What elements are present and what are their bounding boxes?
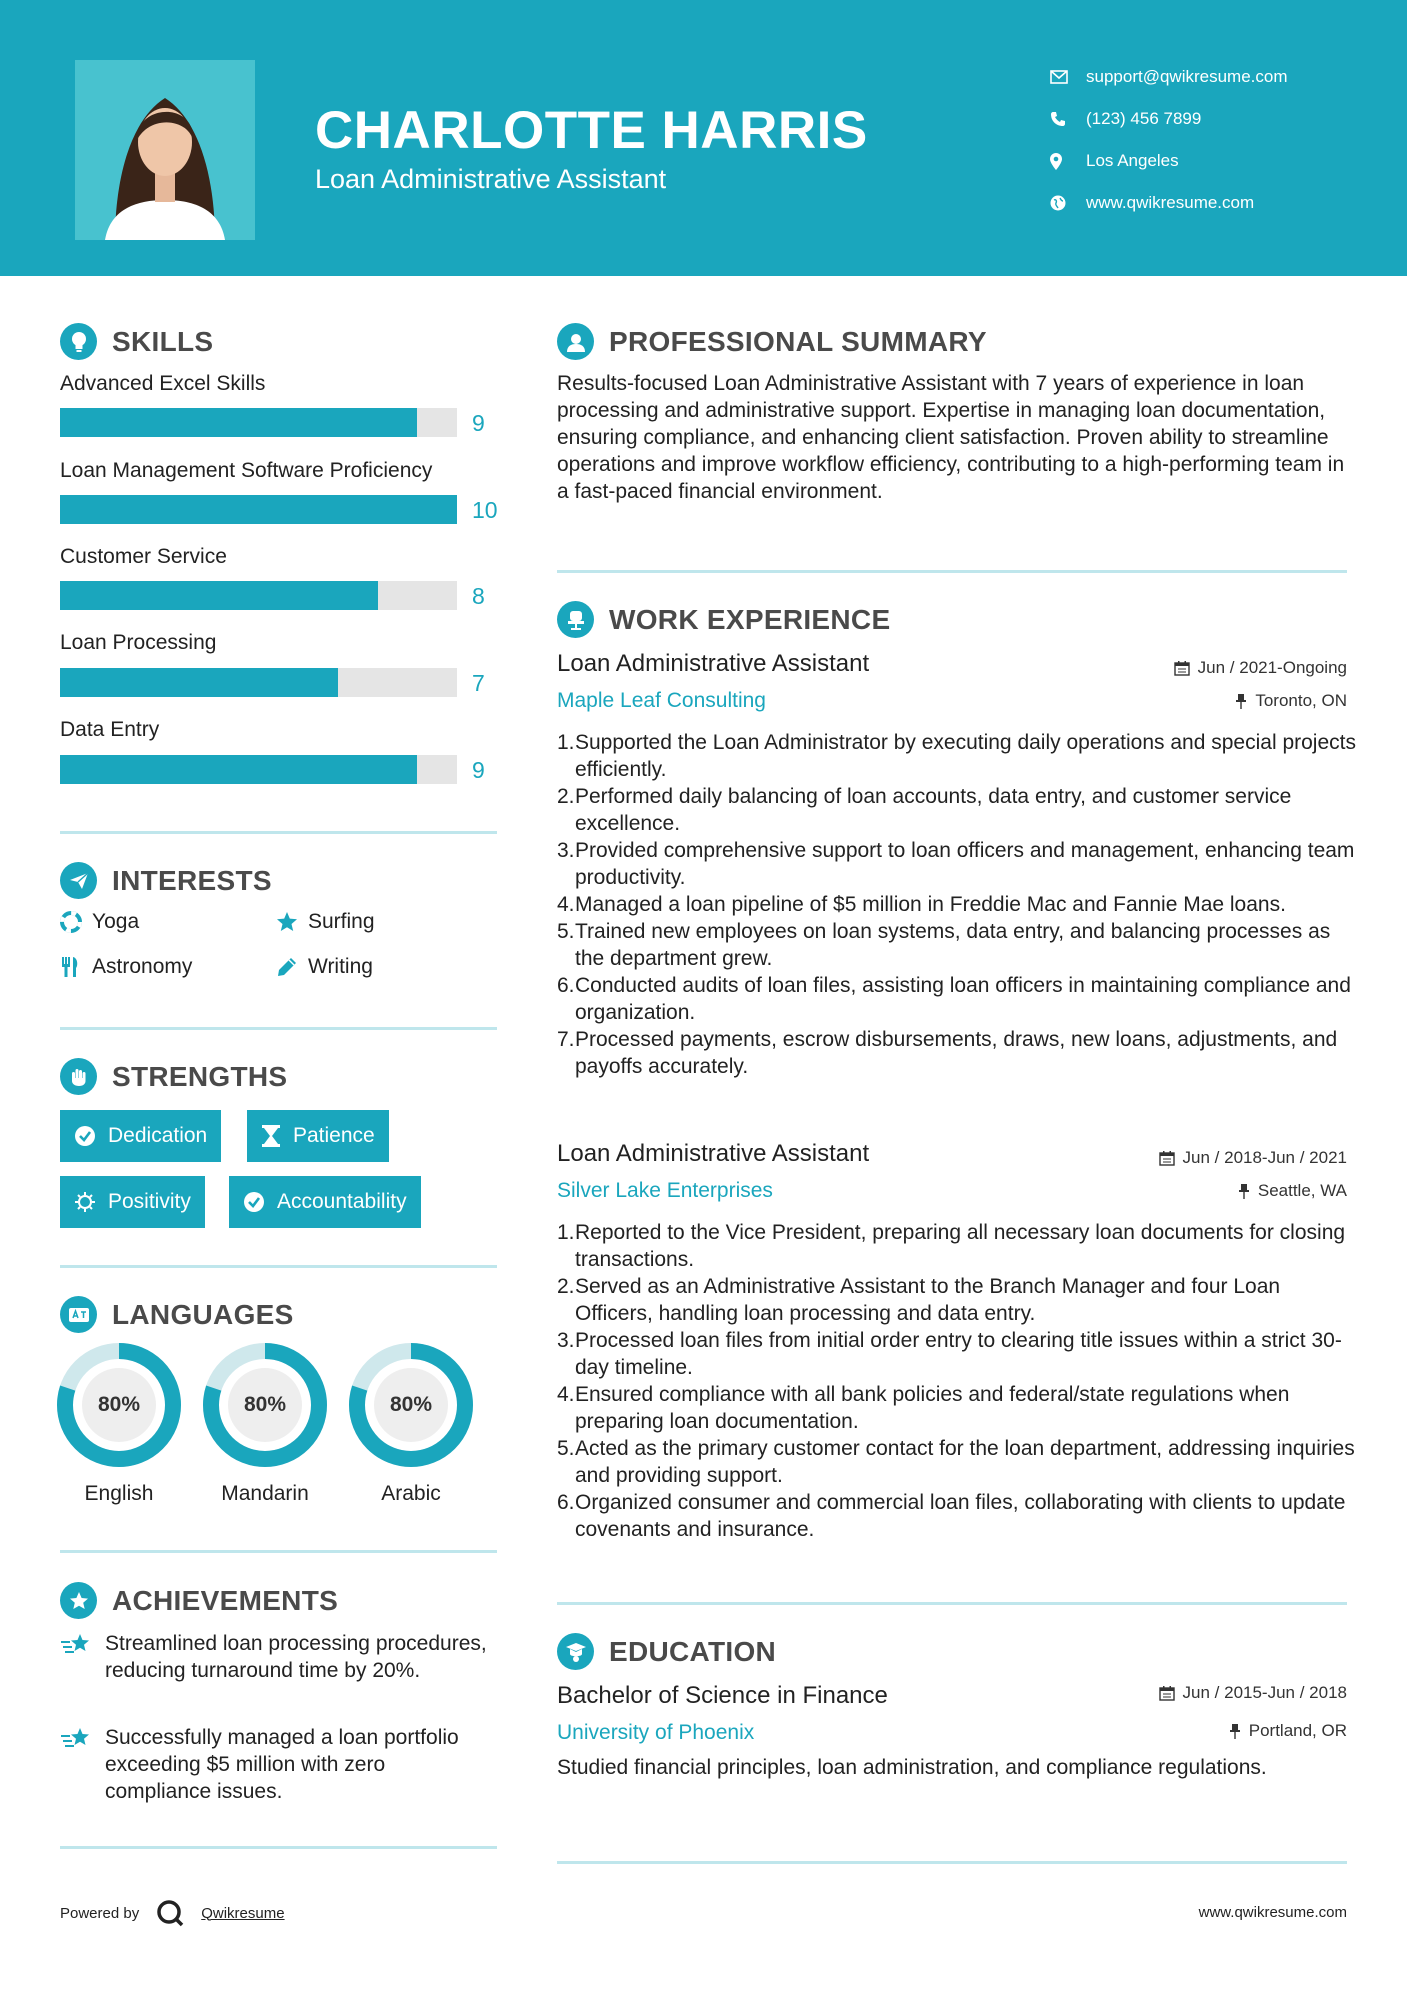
calendar-icon <box>1174 660 1190 676</box>
education-school: University of Phoenix <box>557 1721 755 1744</box>
candidate-title: Loan Administrative Assistant <box>315 164 667 194</box>
language-donut <box>57 1343 181 1467</box>
pencil-icon <box>276 956 308 978</box>
job-company: Maple Leaf Consulting <box>557 689 766 712</box>
footer-website[interactable]: www.qwikresume.com <box>1198 1904 1347 1921</box>
duty-item: 4. Managed a loan pipeline of $5 million in Freddie Mac and Fannie Mae loans. <box>557 893 1286 916</box>
language-item <box>203 1343 327 1506</box>
achievement-item <box>60 1724 490 1805</box>
profile-photo <box>75 60 255 240</box>
job-location <box>1238 1181 1347 1201</box>
check-circle-icon <box>243 1191 265 1213</box>
strength-label: Dedication <box>108 1124 208 1147</box>
skill-bar <box>60 495 457 524</box>
skills-heading-text: SKILLS <box>112 325 214 357</box>
skill-bar-fill <box>60 668 338 697</box>
language-name: Arabic <box>381 1482 441 1505</box>
job-location-text: Seattle, WA <box>1257 1181 1347 1200</box>
skill-bar-fill <box>60 581 378 610</box>
education-dates <box>1159 1683 1347 1703</box>
education-degree: Bachelor of Science in Finance <box>557 1682 888 1709</box>
duty-item: 6. Organized consumer and commercial loan files, collaborating with clients to update covenants and insurance. <box>557 1489 1357 1543</box>
shooting-star-icon <box>60 1630 105 1684</box>
strength-tag <box>229 1176 421 1228</box>
contact-email[interactable] <box>1050 56 1288 98</box>
duty-item: 1. Supported the Loan Administrator by executing daily operations and special projects efficiently. <box>557 731 1356 781</box>
skill-value: 8 <box>472 583 485 609</box>
brand-link[interactable]: Qwikresume <box>201 1904 285 1922</box>
candidate-name: CHARLOTTE HARRIS <box>315 101 868 160</box>
interest-label: Surfing <box>308 910 375 933</box>
education-heading <box>557 1633 776 1670</box>
duty-text: Organized consumer and commercial loan files, collaborating with clients to update covenants and insurance. <box>575 1491 1346 1541</box>
shooting-star-icon <box>60 1724 105 1805</box>
strength-tag <box>60 1110 221 1162</box>
duty-text: Served as an Administrative Assistant to the Branch Manager and four Loan Officers, handling loan processing and data entry. <box>575 1275 1281 1325</box>
contact-website[interactable] <box>1050 182 1288 224</box>
language-percent: 80% <box>374 1368 448 1442</box>
strength-label: Positivity <box>108 1190 191 1213</box>
skill-bar <box>60 668 457 697</box>
calendar-icon <box>1159 1685 1175 1701</box>
resume-header <box>0 0 1407 276</box>
skill-value: 9 <box>472 410 485 436</box>
language-name: English <box>84 1482 154 1505</box>
interests-heading <box>60 862 272 899</box>
pin-icon <box>1238 1183 1250 1199</box>
summary-text: Results-focused Loan Administrative Assistant with 7 years of experience in loan processing and administrative support. Expertise in managing loan documentation, ensuring compliance, and enhancing client satisfaction. Proven ability to streamline operations and improve workflow efficiency, contributing to a high-performing team in a fast-paced financial environment. <box>557 372 1345 503</box>
raised-hand-icon <box>60 1058 97 1095</box>
duty-text: Managed a loan pipeline of $5 million in Freddie Mac and Fannie Mae loans. <box>575 893 1286 916</box>
education-dates-text: Jun / 2015-Jun / 2018 <box>1182 1683 1347 1702</box>
check-circle-icon <box>74 1125 96 1147</box>
skill-label: Customer Service <box>60 545 227 568</box>
paper-plane-icon <box>60 862 97 899</box>
skill-bar-fill <box>60 495 457 524</box>
skills-heading <box>60 323 213 360</box>
language-percent: 80% <box>228 1368 302 1442</box>
lightbulb-icon <box>60 323 97 360</box>
job-duties <box>557 1219 1357 1543</box>
experience-heading <box>557 601 890 638</box>
job-duties <box>557 729 1357 1080</box>
job-location <box>1235 691 1347 711</box>
skill-label: Advanced Excel Skills <box>60 372 266 395</box>
education-description: Studied financial principles, loan administration, and compliance regulations. <box>557 1756 1267 1779</box>
language-icon <box>60 1296 97 1333</box>
education-location <box>1229 1721 1347 1741</box>
contact-phone-text: (123) 456 7899 <box>1086 109 1202 128</box>
duty-item: 4. Ensured compliance with all bank policies and federal/state regulations when preparing loan documentation. <box>557 1381 1357 1435</box>
sun-icon <box>74 1191 96 1213</box>
section-divider <box>557 570 1347 573</box>
skill-bar-fill <box>60 755 417 784</box>
pin-icon <box>1235 693 1247 709</box>
summary-heading-text: PROFESSIONAL SUMMARY <box>609 325 987 357</box>
skill-label: Loan Processing <box>60 631 217 654</box>
duty-text: Processed payments, escrow disbursements, draws, new loans, adjustments, and payoffs accurately. <box>575 1028 1338 1078</box>
contact-website-text: www.qwikresume.com <box>1086 193 1255 212</box>
interest-item <box>276 955 373 979</box>
language-percent: 80% <box>82 1368 156 1442</box>
section-divider <box>60 1027 497 1030</box>
section-divider <box>557 1602 1347 1605</box>
skill-value: 9 <box>472 757 485 783</box>
skill-label: Loan Management Software Proficiency <box>60 459 433 482</box>
job-dates-text: Jun / 2021-Ongoing <box>1197 658 1347 677</box>
section-divider <box>60 1846 497 1849</box>
duty-text: Ensured compliance with all bank policies and federal/state regulations when preparing loan documentation. <box>575 1383 1290 1433</box>
duty-item: 7. Processed payments, escrow disbursements, draws, new loans, adjustments, and payoffs accurately. <box>557 1026 1357 1080</box>
contact-email-text: support@qwikresume.com <box>1086 67 1288 86</box>
languages-heading-text: LANGUAGES <box>112 1298 294 1330</box>
job-role: Loan Administrative Assistant <box>557 1140 870 1167</box>
language-name: Mandarin <box>221 1482 309 1505</box>
section-divider <box>60 1265 497 1268</box>
strengths-heading <box>60 1058 287 1095</box>
star-icon <box>276 911 308 933</box>
summary-heading <box>557 323 987 360</box>
language-donut <box>349 1343 473 1467</box>
education-location-text: Portland, OR <box>1248 1721 1347 1740</box>
language-donut <box>203 1343 327 1467</box>
duty-text: Supported the Loan Administrator by executing daily operations and special projects efficiently. <box>575 731 1356 781</box>
interests-heading-text: INTERESTS <box>112 864 272 896</box>
duty-item: 2. Served as an Administrative Assistant to the Branch Manager and four Loan Officers, handling loan processing and data entry. <box>557 1273 1357 1327</box>
achievement-text: Streamlined loan processing procedures, reducing turnaround time by 20%. <box>105 1632 487 1682</box>
duty-text: Processed loan files from initial order entry to clearing title issues within a strict 30-day timeline. <box>575 1329 1342 1379</box>
hourglass-icon <box>261 1124 281 1148</box>
section-divider <box>60 1550 497 1553</box>
pin-icon <box>1229 1723 1241 1739</box>
duty-item: 5. Acted as the primary customer contact for the loan department, addressing inquiries and providing support. <box>557 1435 1357 1489</box>
achievements-heading <box>60 1582 338 1619</box>
contact-list <box>1050 56 1288 224</box>
job-dates <box>1159 1148 1347 1168</box>
skill-bar <box>60 755 457 784</box>
skill-label: Data Entry <box>60 718 160 741</box>
section-divider <box>60 831 497 834</box>
duty-item: 5. Trained new employees on loan systems, data entry, and balancing processes as the department grew. <box>557 918 1357 972</box>
strength-tag <box>60 1176 205 1228</box>
star-badge-icon <box>60 1582 97 1619</box>
calendar-icon <box>1159 1150 1175 1166</box>
strength-tag <box>247 1110 389 1162</box>
powered-by-text: Powered by <box>60 1904 140 1922</box>
duty-item: 1. Reported to the Vice President, preparing all necessary loan documents for closing transactions. <box>557 1219 1357 1273</box>
contact-phone[interactable] <box>1050 98 1288 140</box>
interest-label: Writing <box>308 955 373 978</box>
strength-label: Accountability <box>277 1190 407 1213</box>
job-role: Loan Administrative Assistant <box>557 650 870 677</box>
phone-icon <box>1050 111 1086 127</box>
map-marker-icon <box>1050 153 1086 170</box>
job-dates-text: Jun / 2018-Jun / 2021 <box>1182 1148 1347 1167</box>
graduate-icon <box>557 1633 594 1670</box>
section-divider <box>557 1861 1347 1864</box>
globe-icon <box>1050 195 1086 211</box>
life-ring-icon <box>60 911 92 933</box>
strengths-heading-text: STRENGTHS <box>112 1060 288 1092</box>
achievement-item <box>60 1630 490 1684</box>
duty-item: 2. Performed daily balancing of loan accounts, data entry, and customer service excellence. <box>557 783 1357 837</box>
strength-label: Patience <box>293 1124 375 1147</box>
duty-text: Acted as the primary customer contact for the loan department, addressing inquiries and providing support. <box>575 1437 1355 1487</box>
contact-location-text: Los Angeles <box>1086 151 1179 170</box>
duty-item: 3. Processed loan files from initial order entry to clearing title issues within a strict 30-day timeline. <box>557 1327 1357 1381</box>
language-item <box>349 1343 473 1506</box>
job-company: Silver Lake Enterprises <box>557 1179 773 1202</box>
duty-text: Reported to the Vice President, preparing all necessary loan documents for closing transactions. <box>575 1221 1346 1271</box>
duty-text: Performed daily balancing of loan accounts, data entry, and customer service excellence. <box>575 785 1292 835</box>
skill-value: 7 <box>472 670 485 696</box>
duty-item: 6. Conducted audits of loan files, assisting loan officers in maintaining compliance and organization. <box>557 972 1357 1026</box>
briefcase-chair-icon <box>557 601 594 638</box>
interest-label: Yoga <box>92 910 140 933</box>
skill-value: 10 <box>472 497 498 523</box>
experience-heading-text: WORK EXPERIENCE <box>609 603 891 635</box>
envelope-icon <box>1050 70 1086 84</box>
duty-text: Conducted audits of loan files, assisting loan officers in maintaining compliance and organization. <box>575 974 1351 1024</box>
skill-bar <box>60 581 457 610</box>
language-item <box>57 1343 181 1506</box>
duty-text: Trained new employees on loan systems, data entry, and balancing processes as the department grew. <box>575 920 1331 970</box>
interest-item <box>60 955 192 979</box>
skill-bar-fill <box>60 408 417 437</box>
languages-heading <box>60 1296 294 1333</box>
user-icon <box>557 323 594 360</box>
skill-bar <box>60 408 457 437</box>
duty-text: Provided comprehensive support to loan officers and management, enhancing team productivity. <box>575 839 1355 889</box>
achievements-heading-text: ACHIEVEMENTS <box>112 1584 339 1616</box>
interest-item <box>60 910 139 934</box>
education-heading-text: EDUCATION <box>609 1635 777 1667</box>
job-location-text: Toronto, ON <box>1255 691 1347 710</box>
footer-powered-by <box>60 1898 285 1928</box>
job-dates <box>1174 658 1347 678</box>
achievement-text: Successfully managed a loan portfolio exceeding $5 million with zero compliance issues. <box>105 1726 459 1803</box>
contact-location <box>1050 140 1288 182</box>
qwikresume-logo-icon <box>155 1898 185 1928</box>
interest-label: Astronomy <box>92 955 193 978</box>
interest-item <box>276 910 375 934</box>
cutlery-icon <box>60 956 92 978</box>
duty-item: 3. Provided comprehensive support to loan officers and management, enhancing team productivity. <box>557 837 1357 891</box>
